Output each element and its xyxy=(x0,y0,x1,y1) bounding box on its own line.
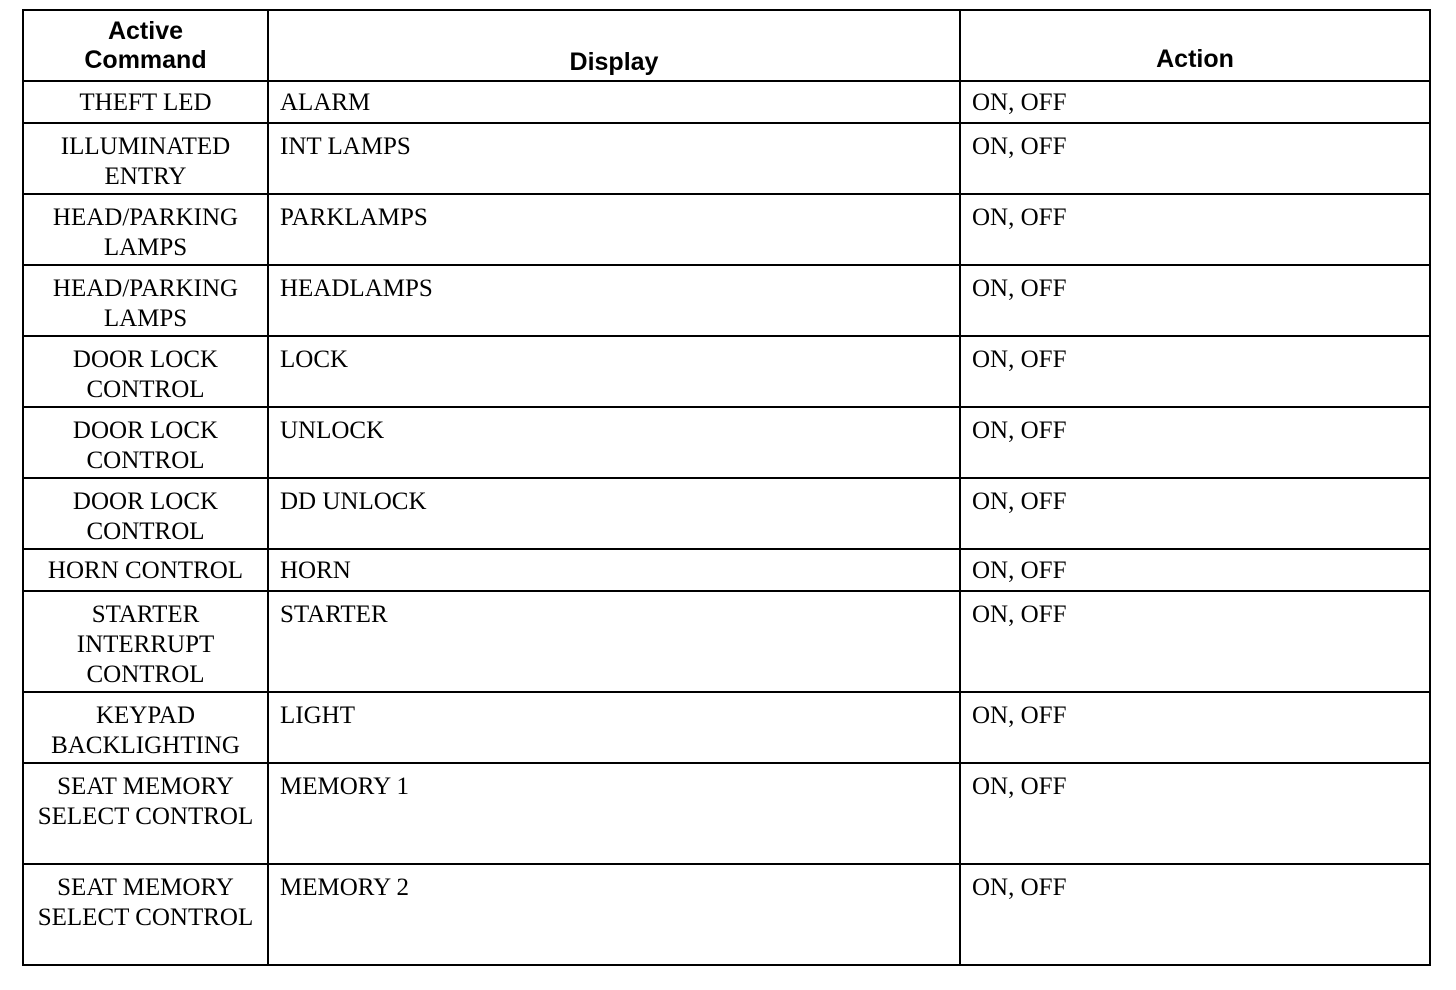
display-cell: DD UNLOCK xyxy=(268,478,960,549)
table-row xyxy=(23,549,1430,591)
header-display xyxy=(268,10,960,81)
display-cell: MEMORY 1 xyxy=(268,763,960,864)
header-active-command xyxy=(23,10,268,81)
action-cell: ON, OFF xyxy=(960,265,1430,336)
active-command-cell: DOOR LOCK CONTROL xyxy=(23,336,268,407)
action-cell: ON, OFF xyxy=(960,763,1430,864)
header-display-label: Display xyxy=(569,48,659,76)
table-row xyxy=(23,123,1430,194)
action-cell: ON, OFF xyxy=(960,336,1430,407)
active-command-cell: DOOR LOCK CONTROL xyxy=(23,407,268,478)
active-command-table xyxy=(22,9,1431,966)
table-row xyxy=(23,81,1430,123)
header-active-command-label: Active Command xyxy=(84,17,207,74)
action-cell: ON, OFF xyxy=(960,692,1430,763)
active-command-cell: STARTER INTERRUPT CONTROL xyxy=(23,591,268,692)
table-row xyxy=(23,194,1430,265)
display-cell: HEADLAMPS xyxy=(268,265,960,336)
table-row xyxy=(23,336,1430,407)
table-row xyxy=(23,763,1430,864)
action-cell: ON, OFF xyxy=(960,407,1430,478)
table-row xyxy=(23,591,1430,692)
action-cell: ON, OFF xyxy=(960,194,1430,265)
active-command-cell: KEYPAD BACKLIGHTING xyxy=(23,692,268,763)
active-command-cell: ILLUMINATED ENTRY xyxy=(23,123,268,194)
table-row xyxy=(23,407,1430,478)
action-cell: ON, OFF xyxy=(960,123,1430,194)
display-cell: UNLOCK xyxy=(268,407,960,478)
active-command-cell: SEAT MEMORY SELECT CONTROL xyxy=(23,763,268,864)
table-row xyxy=(23,478,1430,549)
display-cell: MEMORY 2 xyxy=(268,864,960,965)
active-command-cell: HORN CONTROL xyxy=(23,549,268,591)
table-row xyxy=(23,265,1430,336)
display-cell: HORN xyxy=(268,549,960,591)
action-cell: ON, OFF xyxy=(960,81,1430,123)
display-cell: LIGHT xyxy=(268,692,960,763)
header-action xyxy=(960,10,1430,81)
active-command-cell: HEAD/PARKING LAMPS xyxy=(23,194,268,265)
display-cell: STARTER xyxy=(268,591,960,692)
display-cell: PARKLAMPS xyxy=(268,194,960,265)
table-row xyxy=(23,864,1430,965)
active-command-cell: DOOR LOCK CONTROL xyxy=(23,478,268,549)
display-cell: INT LAMPS xyxy=(268,123,960,194)
action-cell: ON, OFF xyxy=(960,478,1430,549)
action-cell: ON, OFF xyxy=(960,864,1430,965)
display-cell: ALARM xyxy=(268,81,960,123)
active-command-cell: HEAD/PARKING LAMPS xyxy=(23,265,268,336)
active-command-cell: SEAT MEMORY SELECT CONTROL xyxy=(23,864,268,965)
header-action-label: Action xyxy=(1156,45,1234,73)
action-cell: ON, OFF xyxy=(960,549,1430,591)
display-cell: LOCK xyxy=(268,336,960,407)
table-row xyxy=(23,692,1430,763)
header-row xyxy=(23,10,1430,81)
action-cell: ON, OFF xyxy=(960,591,1430,692)
active-command-cell: THEFT LED xyxy=(23,81,268,123)
